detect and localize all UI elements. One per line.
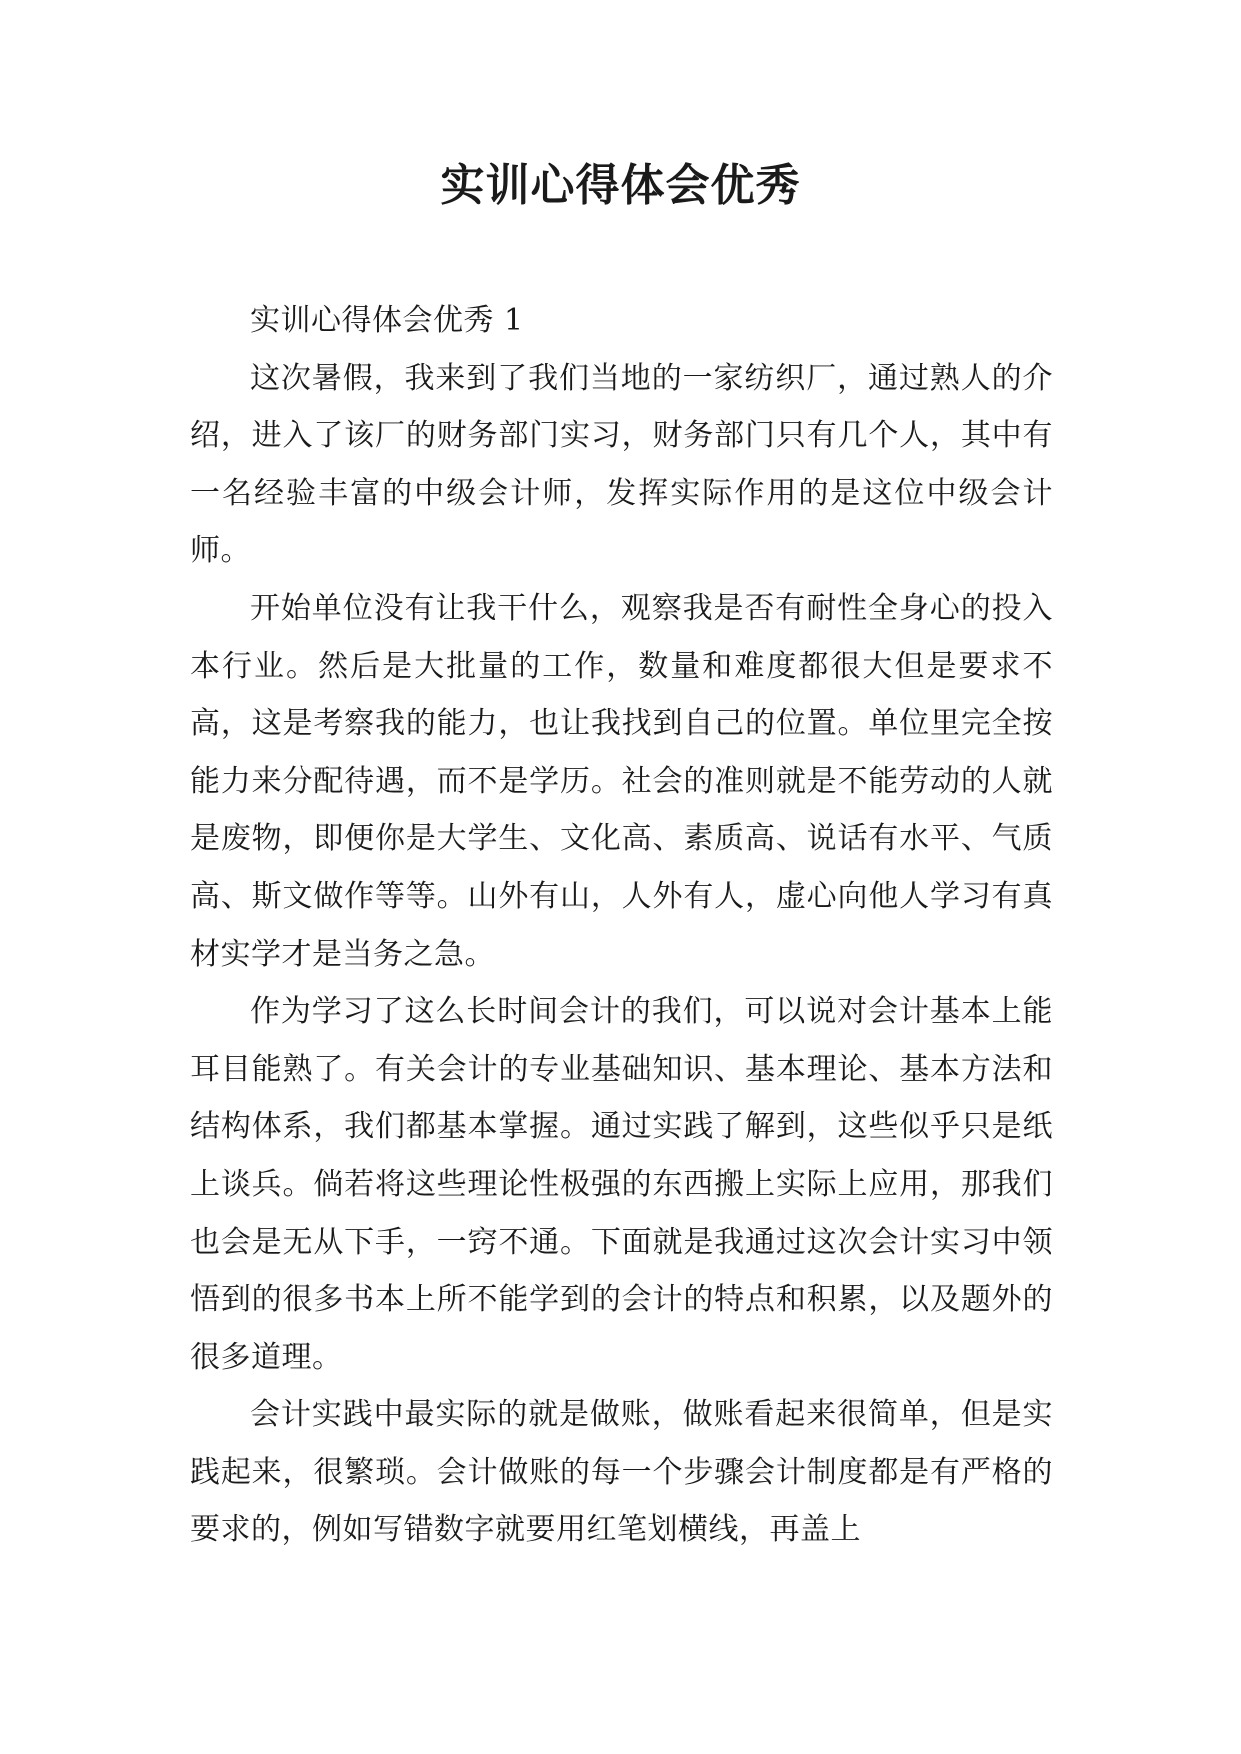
- body-paragraph: 作为学习了这么长时间会计的我们，可以说对会计基本上能耳目能熟了。有关会计的专业基础知识、基本理论、基本方法和结构体系，我们都基本掌握。通过实践了解到，这些似乎只是纸上谈兵。倘若将这些理论性极强的东西搬上实际上应用，那我们也会是无从下手，一窍不通。下面就是我通过这次会计实习中领悟到的很多书本上所不能学到的会计的特点和积累，以及题外的很多道理。: [190, 994, 1053, 1375]
- body-paragraph: 开始单位没有让我干什么，观察我是否有耐性全身心的投入本行业。然后是大批量的工作，数量和难度都很大但是要求不高，这是考察我的能力，也让我找到自己的位置。单位里完全按能力来分配待遇，而不是学历。社会的准则就是不能劳动的人就是废物，即便你是大学生、文化高、素质高、说话有水平、气质高、斯文做作等等。山外有山，人外有人，虚心向他人学习有真材实学才是当务之急。: [190, 590, 1053, 972]
- document-body: [190, 292, 1053, 1559]
- body-paragraph: 这次暑假，我来到了我们当地的一家纺织厂，通过熟人的介绍，进入了该厂的财务部门实习，财务部门只有几个人，其中有一名经验丰富的中级会计师，发挥实际作用的是这位中级会计师。: [190, 360, 1053, 569]
- section-heading: 实训心得体会优秀 1: [250, 303, 524, 338]
- document-title: 实训心得体会优秀: [440, 160, 801, 211]
- body-paragraph: 会计实践中最实际的就是做账，做账看起来很简单，但是实践起来，很繁琐。会计做账的每一个步骤会计制度都是有严格的要求的，例如写错数字就要用红笔划横线，再盖上: [190, 1397, 1053, 1548]
